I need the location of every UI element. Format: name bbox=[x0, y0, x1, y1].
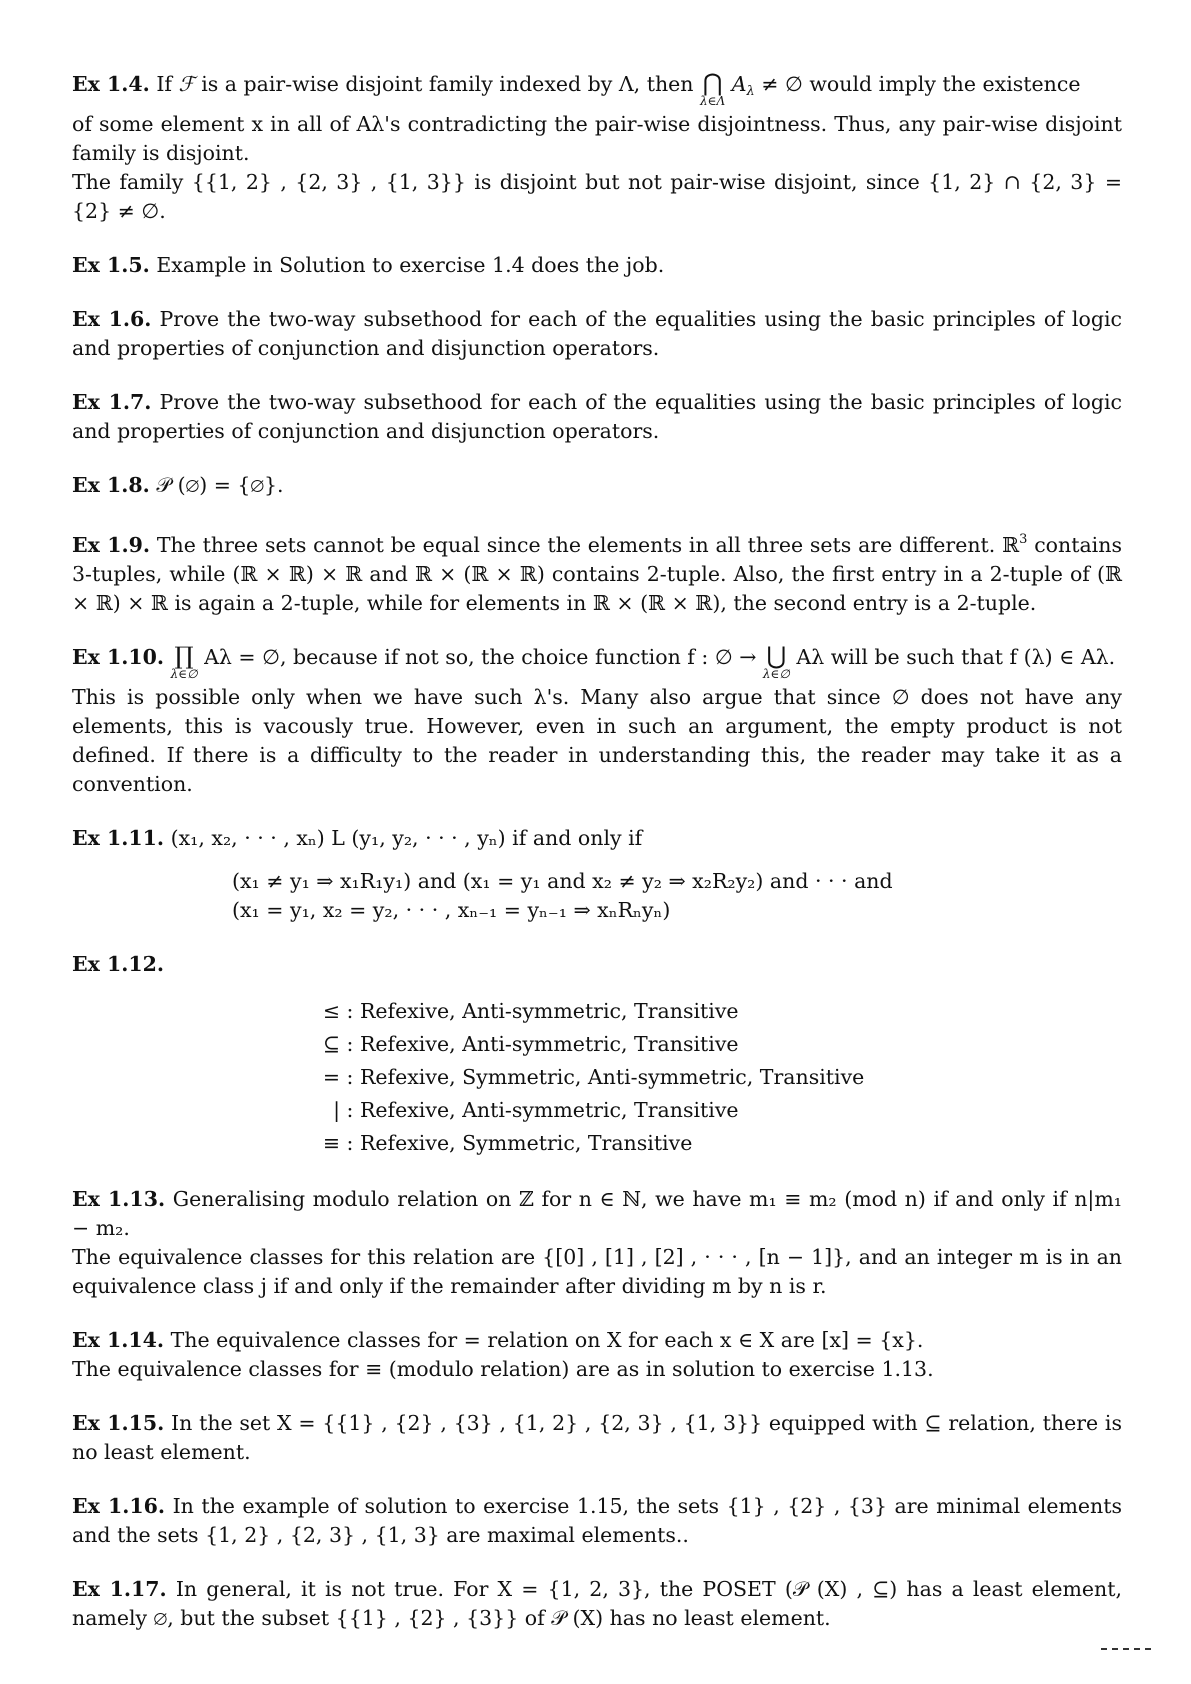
exercise-label: Ex 1.9. bbox=[72, 533, 151, 557]
exercise-1-4: Ex 1.4. If ℱ is a pair-wise disjoint family indexed by Λ, then ⋂ λ∈Λ $A_\lambda$ ≠ ∅ would imply the existence of some element x in all of Aλ's contradicting the pair-wise disjointness. Thus, any pair-wise disjoint family is disjoint. The family {{1, 2} , {2, 3} , {1, 3}} is disjoint but not pair-wise disjoint, since {1, 2} ∩ {2, 3} = {2} ≠ ∅. bbox=[72, 69, 1122, 223]
product-operator: ∏ λ∈∅ bbox=[170, 642, 198, 681]
exercise-1-10: Ex 1.10. ∏ λ∈∅ Aλ = ∅, because if not so, the choice function f : ∅ → ⋃ λ∈∅ Aλ will be such that f (λ) ∈ Aλ. This is possible only when we have such λ's. Many also argue that since ∅ does not have any elements, this is vacously true. However, even in such an argument, the empty product is not defined. If there is a difficulty to the reader in understanding this, the reader may take it as a convention. bbox=[72, 642, 1122, 796]
solutions-page bbox=[72, 70, 1122, 1658]
exercise-1-15: Ex 1.15. In the set X = {{1} , {2} , {3} , {1, 2} , {2, 3} , {1, 3}} equipped with ⊆ relation, there is no least element. bbox=[72, 1411, 1122, 1464]
exercise-1-7: Ex 1.7. Prove the two-way subsethood for each of the equalities using the basic principles of logic and properties of conjunction and disjunction operators. bbox=[72, 390, 1122, 443]
exercise-label: Ex 1.11. bbox=[72, 826, 165, 850]
exercise-label: Ex 1.4. bbox=[72, 72, 150, 96]
relation-row: = : Refexive, Symmetric, Anti-symmetric, Transitive bbox=[322, 1065, 865, 1089]
exercise-label: Ex 1.13. bbox=[72, 1187, 166, 1211]
relation-row: ≡ : Refexive, Symmetric, Transitive bbox=[322, 1131, 693, 1155]
relation-property-list bbox=[304, 995, 1122, 1160]
exercise-label: Ex 1.8. bbox=[72, 473, 150, 497]
script-f-symbol: ℱ bbox=[178, 72, 195, 96]
relation-row: | : Refexive, Anti-symmetric, Transitive bbox=[333, 1098, 739, 1122]
exercise-label: Ex 1.5. bbox=[72, 253, 150, 277]
union-operator: ⋃ λ∈∅ bbox=[762, 642, 790, 681]
exercise-1-16: Ex 1.16. In the example of solution to exercise 1.15, the sets {1} , {2} , {3} are minimal elements and the sets {1, 2} , {2, 3} , {1, 3} are maximal elements.. bbox=[72, 1494, 1122, 1547]
exercise-1-12 bbox=[72, 950, 1122, 1160]
exercise-1-13: Ex 1.13. Generalising modulo relation on ℤ for n ∈ ℕ, we have m₁ ≡ m₂ (mod n) if and only if n|m₁ − m₂. The equivalence classes for this relation are {[0] , [1] , [2] , · · · , [n − 1]}, and an integer m is in an equivalence class j if and only if the remainder after dividing m by n is r. bbox=[72, 1187, 1122, 1298]
exercise-label: Ex 1.7. bbox=[72, 390, 152, 414]
exercise-label: Ex 1.16. bbox=[72, 1494, 166, 1518]
exercise-1-8: Ex 1.8. 𝒫 (∅) = {∅}. bbox=[72, 473, 284, 497]
exercise-label: Ex 1.15. bbox=[72, 1411, 165, 1435]
exercise-1-5: Ex 1.5. Example in Solution to exercise 1.4 does the job. bbox=[72, 253, 665, 277]
relation-row: ≤ : Refexive, Anti-symmetric, Transitive bbox=[322, 999, 739, 1023]
exercise-1-11: Ex 1.11. (x₁, x₂, · · · , xₙ) L (y₁, y₂, · · · , yₙ) if and only if (x₁ ≠ y₁ ⇒ x₁R₁y₁) and (x₁ = y₁ and x₂ ≠ y₂ ⇒ x₂R₂y₂) and · · · and (x₁ = y₁, x₂ = y₂, · · · , xₙ₋₁ = yₙ₋₁ ⇒ xₙRₙyₙ) bbox=[72, 824, 1122, 925]
exercise-label: Ex 1.6. bbox=[72, 307, 152, 331]
exercise-1-14: Ex 1.14. The equivalence classes for = relation on X for each x ∈ X are [x] = {x}. The equivalence classes for ≡ (modulo relation) are as in solution to exercise 1.13. bbox=[72, 1328, 934, 1381]
exercise-label: Ex 1.14. bbox=[72, 1328, 165, 1352]
exercise-1-17: Ex 1.17. In general, it is not true. For X = {1, 2, 3}, the POSET (𝒫 (X) , ⊆) has a least element, namely ∅, but the subset {{1} , {2} , {3}} of 𝒫 (X) has no least element. bbox=[72, 1577, 1122, 1630]
relation-row: ⊆ : Refexive, Anti-symmetric, Transitive bbox=[322, 1032, 739, 1056]
intersection-operator: ⋂ λ∈Λ bbox=[700, 69, 726, 108]
exercise-1-9: Ex 1.9. The three sets cannot be equal since the elements in all three sets are different. ℝ$^3$ contains 3-tuples, while (ℝ × ℝ) × ℝ and ℝ × (ℝ × ℝ) contains 2-tuple. Also, the first entry in a 2-tuple of (ℝ × ℝ) × ℝ is again a 2-tuple, while for elements in ℝ × (ℝ × ℝ), the second entry is a 2-tuple. bbox=[72, 532, 1122, 615]
exercise-label: Ex 1.12. bbox=[72, 952, 165, 976]
exercise-1-6: Ex 1.6. Prove the two-way subsethood for each of the equalities using the basic principles of logic and properties of conjunction and disjunction operators. bbox=[72, 307, 1122, 360]
page-edge-mark bbox=[1101, 1648, 1151, 1650]
display-equation: (x₁ ≠ y₁ ⇒ x₁R₁y₁) and (x₁ = y₁ and x₂ ≠ y₂ ⇒ x₂R₂y₂) and · · · and (x₁ = y₁, x₂ = y₂, · · · , xₙ₋₁ = yₙ₋₁ ⇒ xₙRₙyₙ) bbox=[232, 869, 893, 922]
exercise-label: Ex 1.10. bbox=[72, 645, 165, 669]
exercise-label: Ex 1.17. bbox=[72, 1577, 167, 1601]
